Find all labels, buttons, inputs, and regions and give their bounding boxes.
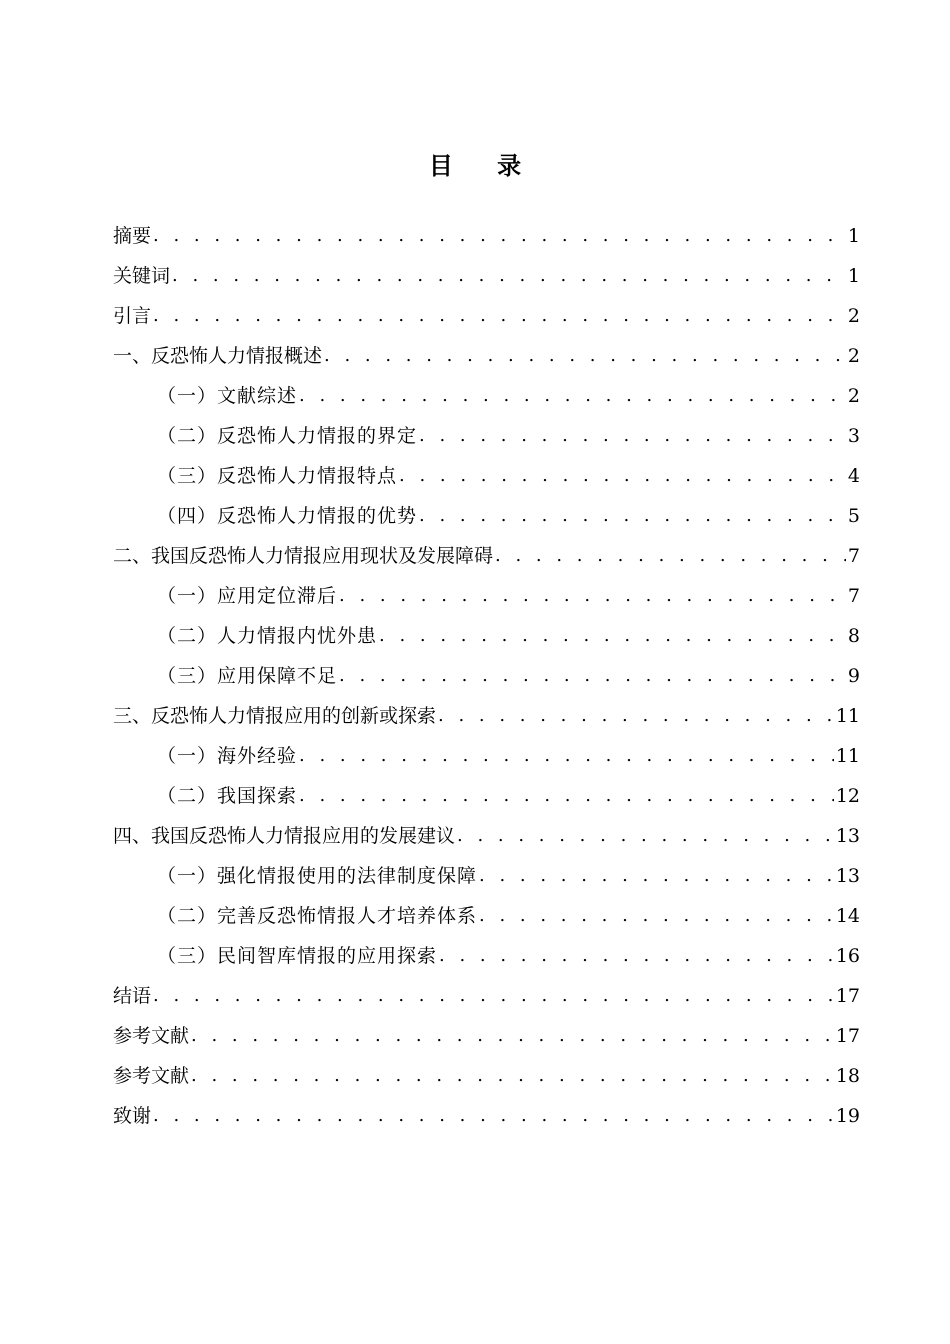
toc-leader-dots: [153, 216, 846, 256]
toc-entry-page: 1: [847, 225, 860, 247]
toc-leader-dots: [399, 456, 846, 496]
toc-leader-dots: [339, 576, 846, 616]
toc-leader-dots: [479, 856, 834, 896]
toc-entry-page: 3: [847, 425, 860, 447]
toc-entry-page: 17: [835, 985, 860, 1007]
toc-entry-page: 13: [835, 865, 860, 887]
toc-entry-label: 四、我国反恐怖人力情报应用的发展建议: [113, 825, 456, 847]
toc-entry[interactable]: [113, 216, 860, 256]
toc-subentry[interactable]: [113, 776, 860, 816]
toc-leader-dots: [299, 776, 834, 816]
toc-entry-page: 2: [847, 305, 860, 327]
toc-subentry[interactable]: [113, 496, 860, 536]
toc-entry-label: 参考文献: [113, 1025, 190, 1047]
toc-leader-dots: [172, 256, 846, 296]
toc-entry-page: 13: [835, 825, 860, 847]
toc-entry-label: 结语: [113, 985, 152, 1007]
toc-entry[interactable]: [113, 816, 860, 856]
toc-leader-dots: [479, 896, 834, 936]
toc-subentry[interactable]: [113, 416, 860, 456]
toc-leader-dots: [153, 976, 834, 1016]
toc-entry-label: 引言: [113, 305, 152, 327]
toc-subentry[interactable]: [113, 616, 860, 656]
toc-entry-page: 19: [835, 1105, 860, 1127]
toc-entry[interactable]: [113, 1056, 860, 1096]
toc-entry-page: 12: [835, 785, 860, 807]
toc-entry-page: 11: [835, 705, 860, 727]
toc-entry[interactable]: [113, 536, 860, 576]
toc-entry-page: 2: [847, 345, 860, 367]
toc-leader-dots: [495, 536, 846, 576]
toc-leader-dots: [324, 336, 846, 376]
toc-subentry[interactable]: [113, 656, 860, 696]
toc-entry-page: 1: [847, 265, 860, 287]
toc-entry-page: 11: [835, 745, 860, 767]
toc-entry-page: 14: [835, 905, 860, 927]
toc-leader-dots: [419, 496, 846, 536]
toc-entry-page: 7: [847, 585, 860, 607]
toc-entry-page: 5: [847, 505, 860, 527]
toc-subentry[interactable]: [113, 456, 860, 496]
toc-leader-dots: [153, 296, 846, 336]
toc-entry-page: 8: [847, 625, 860, 647]
toc-entry[interactable]: [113, 336, 860, 376]
toc-entry[interactable]: [113, 696, 860, 736]
toc-entry-page: 7: [847, 545, 860, 567]
toc-leader-dots: [379, 616, 846, 656]
toc-subentry[interactable]: [113, 896, 860, 936]
toc-entry-label: （一）文献综述: [157, 385, 298, 407]
toc-entry[interactable]: [113, 296, 860, 336]
toc-entry-label: 摘要: [113, 225, 152, 247]
toc-leader-dots: [339, 656, 846, 696]
toc-entry-label: （一）强化情报使用的法律制度保障: [157, 865, 478, 887]
toc-entry-label: （二）反恐怖人力情报的界定: [157, 425, 418, 447]
toc-subentry[interactable]: [113, 736, 860, 776]
toc-leader-dots: [153, 1096, 834, 1136]
toc-entry-page: 4: [847, 465, 860, 487]
toc-leader-dots: [419, 416, 846, 456]
toc-entry[interactable]: [113, 976, 860, 1016]
toc-subentry[interactable]: [113, 856, 860, 896]
toc-entry[interactable]: [113, 1016, 860, 1056]
toc-entry-label: （二）我国探索: [157, 785, 298, 807]
toc-entry-label: （一）海外经验: [157, 745, 298, 767]
toc-subentry[interactable]: [113, 376, 860, 416]
toc-leader-dots: [191, 1016, 834, 1056]
toc-leader-dots: [299, 736, 834, 776]
toc-entry-label: 三、反恐怖人力情报应用的创新或探索: [113, 705, 437, 727]
toc-entry-label: 参考文献: [113, 1065, 190, 1087]
toc-entry-label: （二）完善反恐怖情报人才培养体系: [157, 905, 478, 927]
toc-leader-dots: [191, 1056, 834, 1096]
toc-entry-label: 关键词: [113, 265, 171, 287]
toc-entry-label: 致谢: [113, 1105, 152, 1127]
toc-entry-page: 17: [835, 1025, 860, 1047]
toc-entry-label: （三）反恐怖人力情报特点: [157, 465, 398, 487]
toc-leader-dots: [438, 696, 834, 736]
toc-entry-label: 一、反恐怖人力情报概述: [113, 345, 323, 367]
toc-entry-label: （三）民间智库情报的应用探索: [157, 945, 438, 967]
toc-entry-page: 18: [835, 1065, 860, 1087]
toc-entry-label: （一）应用定位滞后: [157, 585, 338, 607]
table-of-contents: [113, 216, 860, 1136]
page-title: 目 录: [428, 152, 540, 180]
toc-leader-dots: [299, 376, 846, 416]
toc-entry-page: 2: [847, 385, 860, 407]
toc-entry-page: 9: [847, 665, 860, 687]
toc-entry-label: （四）反恐怖人力情报的优势: [157, 505, 418, 527]
toc-subentry[interactable]: [113, 936, 860, 976]
toc-subentry[interactable]: [113, 576, 860, 616]
toc-entry-label: 二、我国反恐怖人力情报应用现状及发展障碍: [113, 545, 494, 567]
toc-leader-dots: [457, 816, 834, 856]
toc-entry-label: （三）应用保障不足: [157, 665, 338, 687]
toc-entry[interactable]: [113, 1096, 860, 1136]
toc-entry-page: 16: [835, 945, 860, 967]
toc-leader-dots: [439, 936, 834, 976]
toc-entry-label: （二）人力情报内忧外患: [157, 625, 378, 647]
toc-entry[interactable]: [113, 256, 860, 296]
